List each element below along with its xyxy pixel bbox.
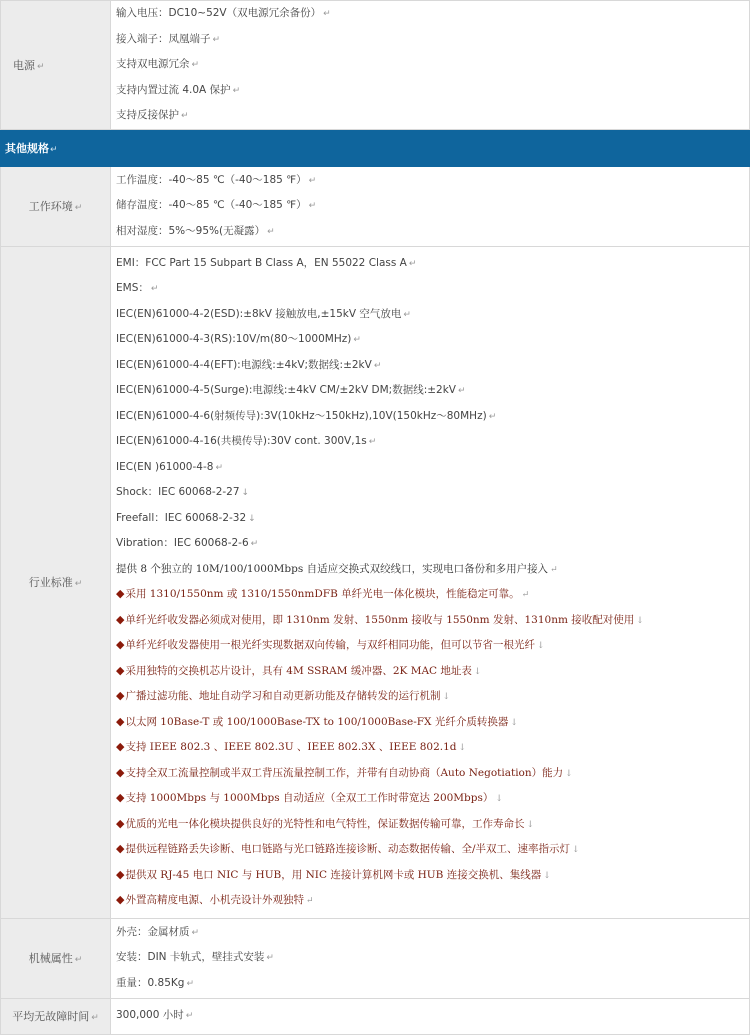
standard-line: Freefall：IEC 60068-2-32 ↓	[116, 511, 256, 524]
other-specs-header	[1, 129, 750, 166]
mechanical-row	[1, 918, 750, 998]
mtbf-value: 300,000 小时 ↵	[116, 1009, 194, 1022]
environment-row	[1, 166, 750, 246]
diamond-bullet-icon: ◆	[116, 612, 125, 626]
standard-line: IEC(EN )61000-4-8 ↵	[116, 460, 223, 473]
environment-line: 工作温度：-40～85 ℃（-40～185 ℉） ↵	[116, 173, 317, 186]
standard-line: IEC(EN)61000-4-3(RS):10V/m(80～1000MHz) ↵	[116, 333, 361, 345]
environment-content	[111, 166, 750, 246]
mechanical-line: 重量：0.85Kg ↵	[116, 976, 194, 989]
diamond-bullet-icon: ◆	[116, 867, 125, 881]
mechanical-label: 机械属性 ↵	[1, 918, 111, 998]
mtbf-row	[1, 998, 750, 1034]
environment-label: 工作环境 ↵	[1, 166, 111, 246]
power-content	[111, 1, 750, 130]
diamond-bullet-icon: ◆	[116, 791, 125, 804]
diamond-bullet-icon: ◆	[116, 689, 125, 702]
feature-item: ◆单纤光纤收发器使用一根光纤实现数据双向传输，与双纤相同功能，但可以节省一根光纤 ↓	[116, 638, 545, 651]
feature-item: ◆单纤光纤收发器必须成对使用，即 1310nm 发射、1550nm 接收与 1550nm 发射、1310nm 接收配对使用 ↓	[116, 612, 644, 626]
standards-content	[111, 246, 750, 918]
diamond-bullet-icon: ◆	[116, 714, 125, 728]
standards-label: 行业标准 ↵	[1, 246, 111, 918]
feature-item: ◆支持 1000Mbps 与 1000Mbps 自动适应（全双工工作时带宽达 200Mbps） ↓	[116, 791, 503, 804]
diamond-bullet-icon: ◆	[116, 893, 125, 906]
standard-line: EMS： ↵	[116, 282, 159, 294]
feature-item: ◆优质的光电一体化模块提供良好的光特性和电气特性，保证数据传输可靠，工作寿命长 ↓	[116, 816, 535, 830]
diamond-bullet-icon: ◆	[116, 740, 125, 753]
other-specs-title: 其他规格↵	[1, 129, 750, 166]
feature-item: ◆采用独特的交换机芯片设计，具有 4M SSRAM 缓冲器、2K MAC 地址表 ↓	[116, 663, 482, 677]
power-line: 输入电压：DC10~52V（双电源冗余备份） ↵	[116, 7, 331, 19]
feature-item: ◆提供双 RJ-45 电口 NIC 与 HUB，用 NIC 连接计算机网卡或 HUB 连接交换机、集线器 ↓	[116, 867, 551, 881]
power-line: 支持内置过流 4.0A 保护 ↵	[116, 83, 241, 96]
environment-line: 相对湿度：5%～95%(无凝露） ↵	[116, 224, 275, 237]
diamond-bullet-icon: ◆	[116, 587, 125, 600]
power-line: 支持反接保护 ↵	[116, 109, 189, 121]
standard-line: Vibration：IEC 60068-2-6 ↵	[116, 537, 259, 549]
feature-item: ◆支持 IEEE 802.3 、IEEE 802.3U 、IEEE 802.3X 、IEEE 802.1d ↓	[116, 740, 467, 753]
standard-line: EMI：FCC Part 15 Subpart B Class A，EN 55022 Class A ↵	[116, 256, 417, 269]
feature-item: ◆提供远程链路丢失诊断、电口链路与光口链路连接诊断、动态数据传输、全/半双工、速率指示灯 ↓	[116, 842, 580, 855]
standard-line: IEC(EN)61000-4-4(EFT):电源线:±4kV;数据线:±2kV ↵	[116, 358, 382, 371]
standard-line: IEC(EN)61000-4-6(射频传导):3V(10kHz～150kHz),10V(150kHz～80MHz) ↵	[116, 409, 497, 422]
standard-line: Shock：IEC 60068-2-27 ↓	[116, 486, 250, 498]
standards-row	[1, 246, 750, 918]
feature-item: ◆支持全双工流量控制或半双工背压流量控制工作，并带有自动协商（Auto Negotiation）能力 ↓	[116, 765, 573, 779]
diamond-bullet-icon: ◆	[116, 638, 125, 651]
feature-item: ◆采用 1310/1550nm 或 1310/1550nmDFB 单纤光电一体化模块，性能稳定可靠。 ↵	[116, 587, 530, 600]
mechanical-line: 安装：DIN 卡轨式，壁挂式安装 ↵	[116, 951, 274, 964]
mechanical-content	[111, 918, 750, 998]
diamond-bullet-icon: ◆	[116, 816, 125, 830]
mtbf-label: 平均无故障时间 ↵	[1, 998, 111, 1034]
standard-line: IEC(EN)61000-4-2(ESD):±8kV 接触放电,±15kV 空气放电 ↵	[116, 307, 411, 320]
diamond-bullet-icon: ◆	[116, 842, 125, 855]
feature-item: ◆以太网 10Base-T 或 100/1000Base-TX to 100/1000Base-FX 光纤介质转换器 ↓	[116, 714, 518, 728]
standard-line: IEC(EN)61000-4-16(共模传导):30V cont. 300V,1s ↵	[116, 435, 377, 447]
environment-line: 储存温度：-40～85 ℃（-40～185 ℉） ↵	[116, 199, 317, 212]
mtbf-content	[111, 998, 750, 1034]
feature-item: ◆外置高精度电源、小机壳设计外观独特 ↵	[116, 893, 314, 906]
mechanical-line: 外壳：金属材质 ↵	[116, 925, 200, 938]
diamond-bullet-icon: ◆	[116, 663, 125, 677]
power-line: 支持双电源冗余 ↵	[116, 58, 200, 70]
power-label: 电源 ↵	[1, 1, 111, 130]
standard-line: IEC(EN)61000-4-5(Surge):电源线:±4kV CM/±2kV DM;数据线:±2kV ↵	[116, 384, 466, 396]
power-line: 接入端子：凤凰端子 ↵	[116, 32, 221, 45]
standard-line: 提供 8 个独立的 10M/100/1000Mbps 自适应交换式双绞线口，实现电口备份和多用户接入 ↵	[116, 562, 558, 575]
diamond-bullet-icon: ◆	[116, 765, 125, 779]
feature-item: ◆广播过滤功能、地址自动学习和自动更新功能及存储转发的运行机制 ↓	[116, 689, 451, 702]
power-row	[1, 1, 750, 130]
